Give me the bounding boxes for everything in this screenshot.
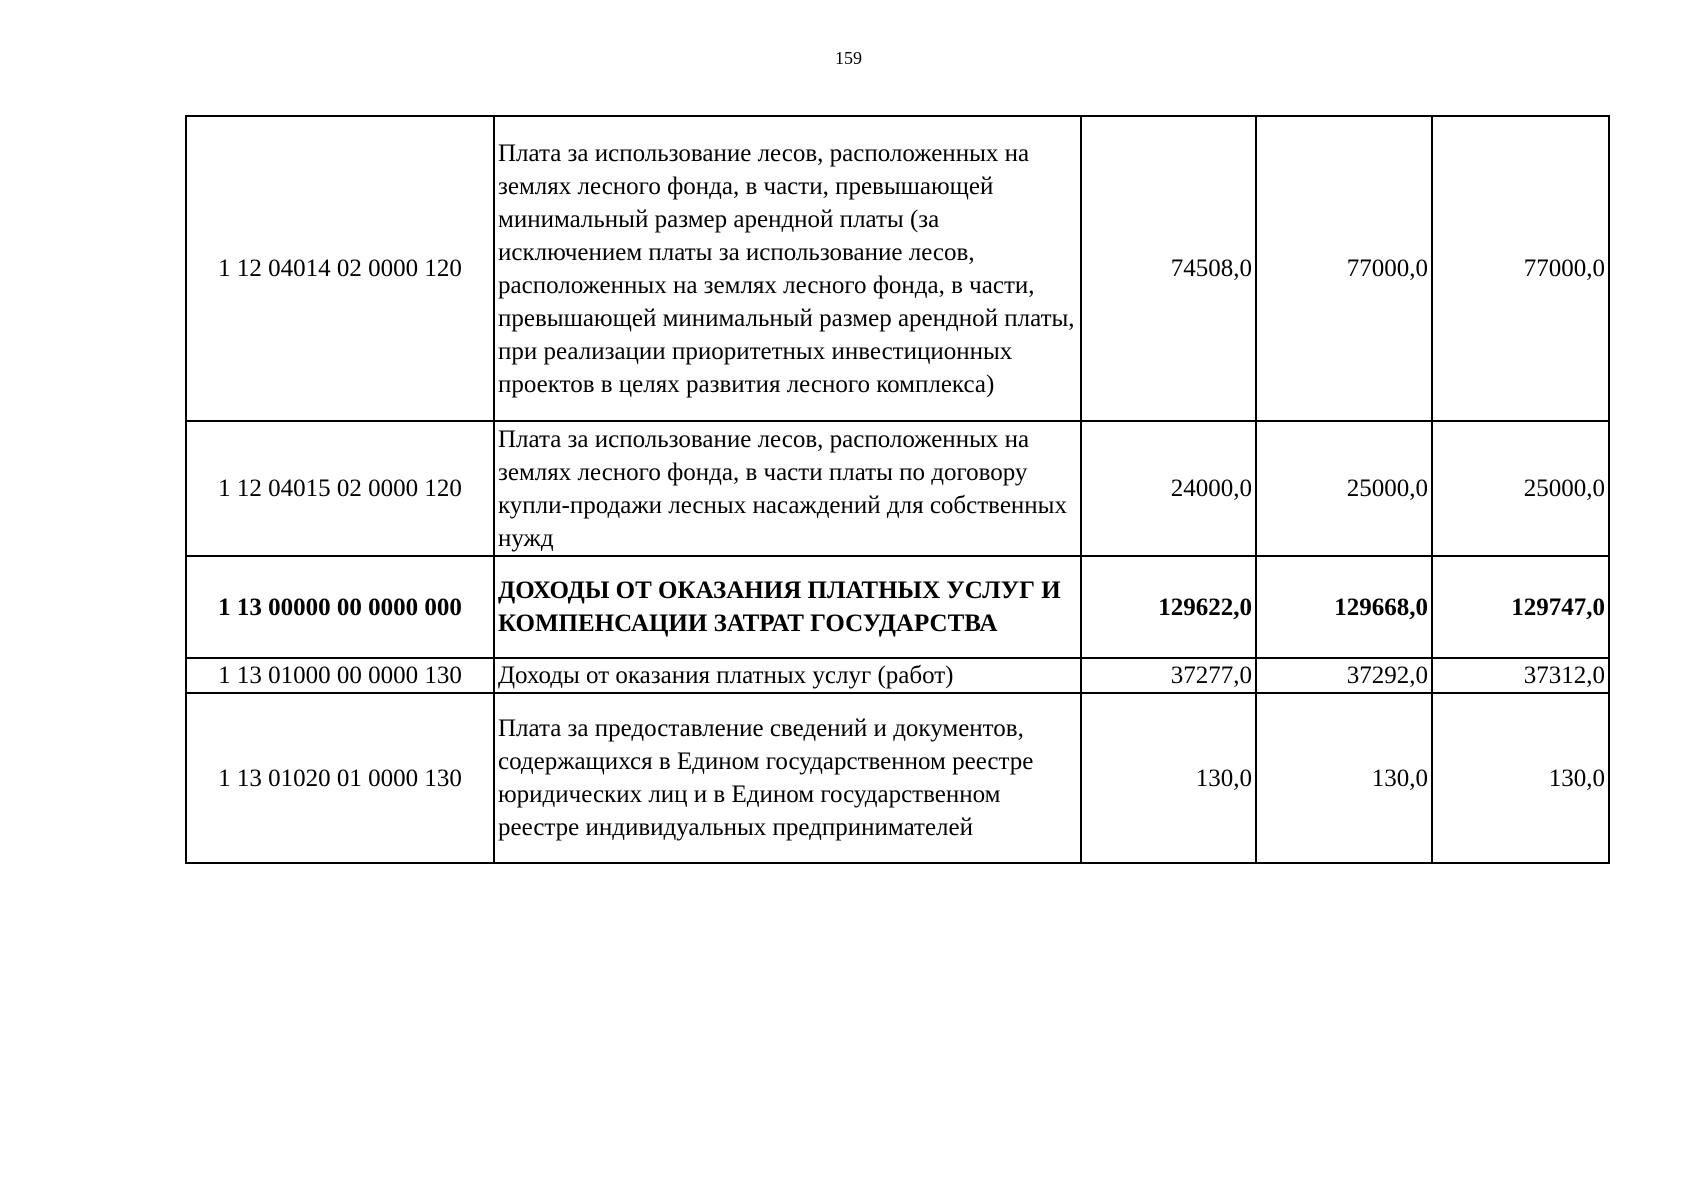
year-3-value-cell: 77000,0 [1432,116,1609,421]
year-1-value-cell: 130,0 [1081,693,1256,863]
year-1-value-cell: 129622,0 [1081,556,1256,658]
table-row [186,116,1609,421]
year-3-value-cell: 130,0 [1432,693,1609,863]
year-2-value-cell: 25000,0 [1256,421,1432,556]
year-1-value-cell: 74508,0 [1081,116,1256,421]
revenue-code-cell: 1 13 01000 00 0000 130 [186,658,494,693]
table-row [186,693,1609,863]
year-2-value-cell: 130,0 [1256,693,1432,863]
table-row-section-total [186,556,1609,658]
year-3-value-cell: 129747,0 [1432,556,1609,658]
table-row [186,658,1609,693]
revenue-code-cell: 1 12 04015 02 0000 120 [186,421,494,556]
budget-revenue-table [185,115,1610,864]
revenue-code-cell: 1 12 04014 02 0000 120 [186,116,494,421]
year-1-value-cell: 24000,0 [1081,421,1256,556]
revenue-code-cell: 1 13 00000 00 0000 000 [186,556,494,658]
year-3-value-cell: 37312,0 [1432,658,1609,693]
revenue-name-cell: Доходы от оказания платных услуг (работ) [494,658,1081,693]
year-2-value-cell: 77000,0 [1256,116,1432,421]
revenue-name-cell: Плата за использование лесов, расположенных на землях лесного фонда, в части, превышающей минимальный размер арендной платы (за исключением платы за использование лесов, расположенных на землях лесного фонда, в части, превышающей минимальный размер арендной платы, при реализации приоритетных инвестиционных проектов в целях развития лесного комплекса) [494,116,1081,421]
year-2-value-cell: 129668,0 [1256,556,1432,658]
revenue-name-cell: Плата за предоставление сведений и документов, содержащихся в Едином государственном реестре юридических лиц и в Едином государственном реестре индивидуальных предпринимателей [494,693,1081,863]
year-3-value-cell: 25000,0 [1432,421,1609,556]
revenue-code-cell: 1 13 01020 01 0000 130 [186,693,494,863]
page-number: 159 [835,48,862,68]
revenue-name-cell: ДОХОДЫ ОТ ОКАЗАНИЯ ПЛАТНЫХ УСЛУГ И КОМПЕНСАЦИИ ЗАТРАТ ГОСУДАРСТВА [494,556,1081,658]
revenue-name-cell: Плата за использование лесов, расположенных на землях лесного фонда, в части платы по договору купли-продажи лесных насаждений для собственных нужд [494,421,1081,556]
year-1-value-cell: 37277,0 [1081,658,1256,693]
table-row [186,421,1609,556]
year-2-value-cell: 37292,0 [1256,658,1432,693]
